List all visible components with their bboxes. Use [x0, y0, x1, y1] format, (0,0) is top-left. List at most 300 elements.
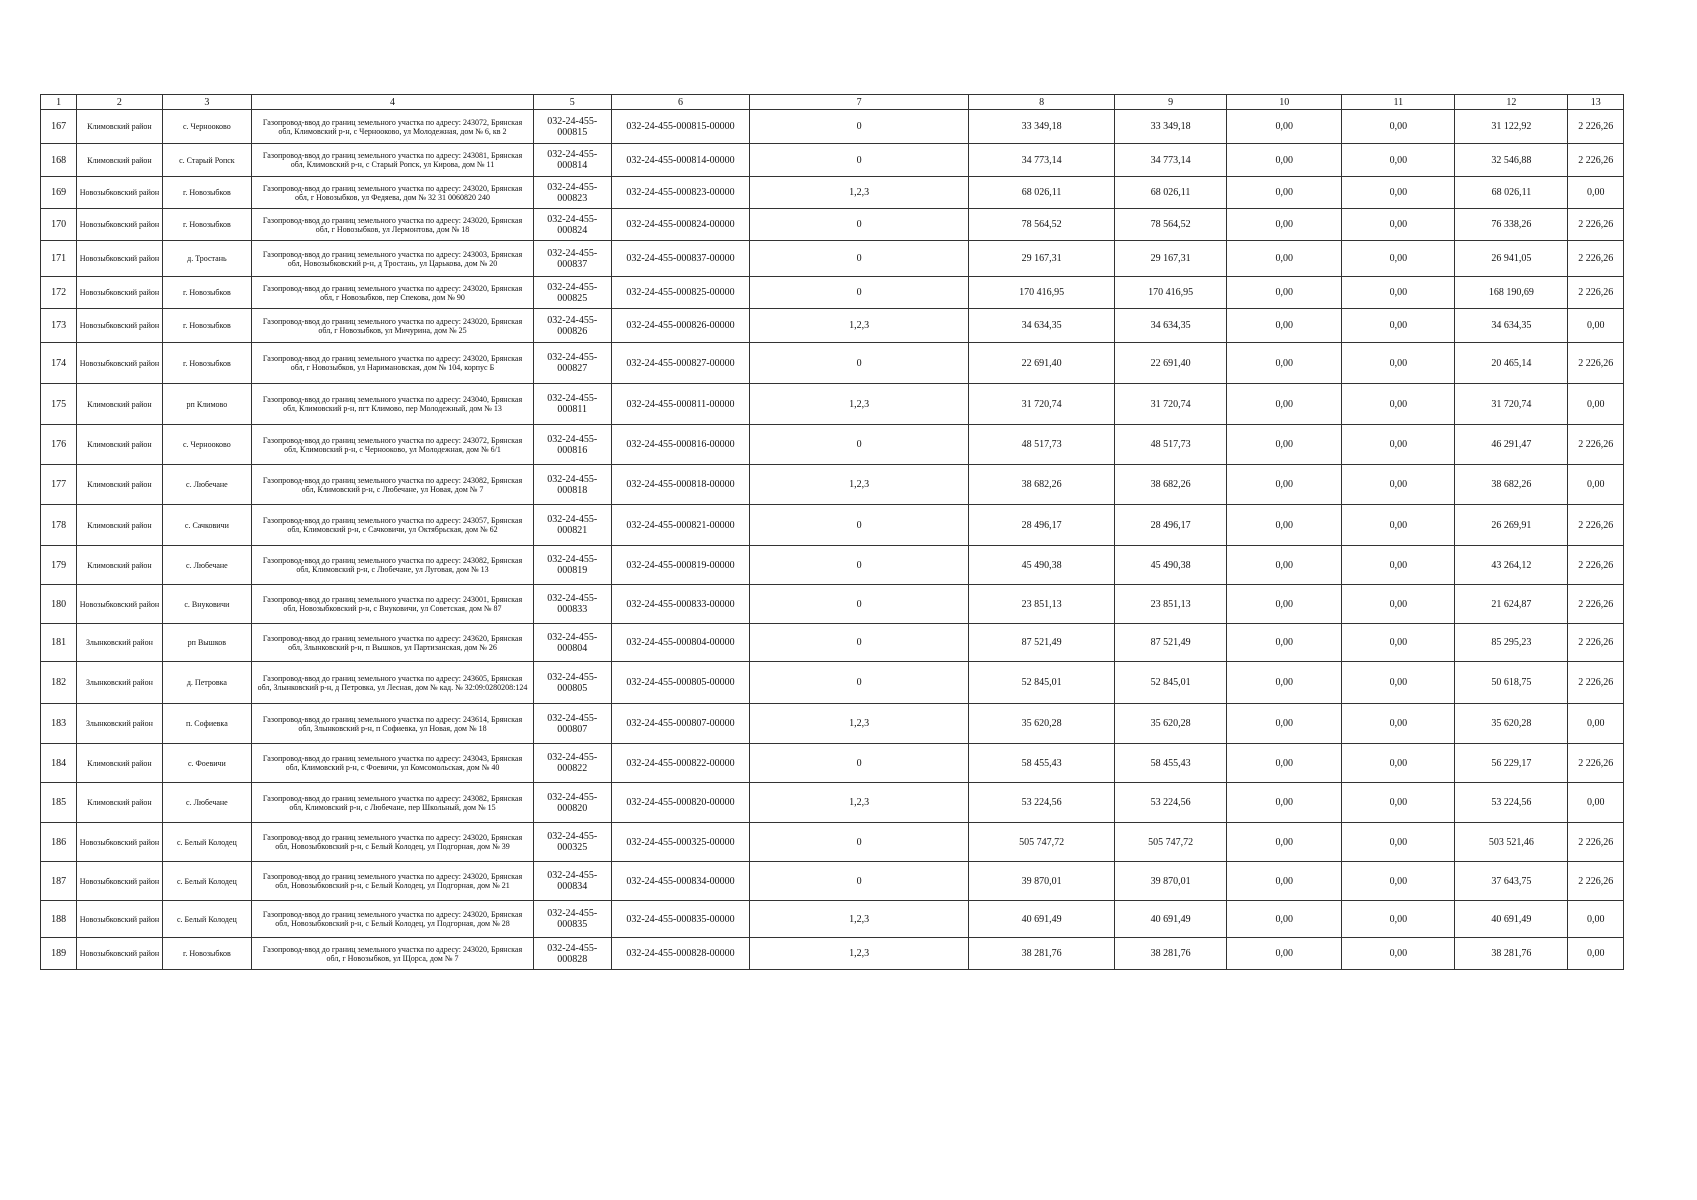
- cell-row-number: 176: [41, 425, 77, 465]
- cell-col9: 28 496,17: [1115, 505, 1227, 546]
- cell-object-number: 032-24-455-000834: [533, 862, 611, 901]
- cell-row-number: 173: [41, 309, 77, 343]
- column-header: 6: [611, 95, 750, 110]
- cell-locality: с. Чернооково: [162, 425, 252, 465]
- cell-col12: 38 281,76: [1455, 938, 1568, 970]
- cell-district: Злынковский район: [77, 624, 162, 662]
- cell-col11: 0,00: [1342, 144, 1455, 177]
- table-row: [41, 862, 1624, 901]
- cell-locality: с. Белый Колодец: [162, 823, 252, 862]
- cell-locality: г. Новозыбков: [162, 938, 252, 970]
- cell-district: Новозыбковский район: [77, 343, 162, 384]
- cell-col12: 32 546,88: [1455, 144, 1568, 177]
- cell-object-description: Газопровод-ввод до границ земельного участка по адресу: 243043, Брянская обл, Климовский р-н, с Фоевичи, ул Комсомольская, дом № 40: [252, 744, 534, 783]
- cell-object-code: 032-24-455-000820-00000: [611, 783, 750, 823]
- cell-col9: 34 773,14: [1115, 144, 1227, 177]
- cell-col11: 0,00: [1342, 862, 1455, 901]
- cell-col12: 168 190,69: [1455, 277, 1568, 309]
- cell-object-description: Газопровод-ввод до границ земельного участка по адресу: 243081, Брянская обл, Климовский р-н, с Старый Ропск, ул Кирова, дом № 11: [252, 144, 534, 177]
- cell-col7: 0: [750, 546, 969, 585]
- cell-col12: 26 941,05: [1455, 241, 1568, 277]
- cell-col13: 2 226,26: [1568, 144, 1624, 177]
- cell-district: Злынковский район: [77, 662, 162, 704]
- cell-col10: 0,00: [1227, 309, 1342, 343]
- cell-col12: 76 338,26: [1455, 209, 1568, 241]
- cell-object-description: Газопровод-ввод до границ земельного участка по адресу: 243020, Брянская обл, г Новозыбков, ул Мичурина, дом № 25: [252, 309, 534, 343]
- cell-district: Климовский район: [77, 465, 162, 505]
- cell-col9: 38 682,26: [1115, 465, 1227, 505]
- cell-object-number: 032-24-455-000815: [533, 110, 611, 144]
- cell-col10: 0,00: [1227, 585, 1342, 624]
- cell-object-code: 032-24-455-000804-00000: [611, 624, 750, 662]
- cell-locality: г. Новозыбков: [162, 277, 252, 309]
- cell-object-number: 032-24-455-000821: [533, 505, 611, 546]
- cell-col8: 87 521,49: [969, 624, 1115, 662]
- cell-col11: 0,00: [1342, 277, 1455, 309]
- cell-locality: с. Любечане: [162, 465, 252, 505]
- cell-col10: 0,00: [1227, 862, 1342, 901]
- cell-col7: 1,2,3: [750, 465, 969, 505]
- cell-col11: 0,00: [1342, 110, 1455, 144]
- cell-col8: 40 691,49: [969, 901, 1115, 938]
- cell-col11: 0,00: [1342, 823, 1455, 862]
- table-row: [41, 343, 1624, 384]
- cell-row-number: 179: [41, 546, 77, 585]
- cell-col9: 78 564,52: [1115, 209, 1227, 241]
- table-row: [41, 624, 1624, 662]
- cell-col13: 2 226,26: [1568, 343, 1624, 384]
- cell-col8: 45 490,38: [969, 546, 1115, 585]
- cell-col13: 0,00: [1568, 704, 1624, 744]
- column-header: 11: [1342, 95, 1455, 110]
- cell-object-description: Газопровод-ввод до границ земельного участка по адресу: 243020, Брянская обл, Новозыбковский р-н, с Белый Колодец, ул Подгорная, дом № 21: [252, 862, 534, 901]
- cell-district: Климовский район: [77, 783, 162, 823]
- cell-district: Новозыбковский район: [77, 585, 162, 624]
- table-row: [41, 465, 1624, 505]
- cell-col8: 48 517,73: [969, 425, 1115, 465]
- cell-row-number: 182: [41, 662, 77, 704]
- column-header: 3: [162, 95, 252, 110]
- cell-col7: 0: [750, 862, 969, 901]
- cell-object-code: 032-24-455-000807-00000: [611, 704, 750, 744]
- cell-col11: 0,00: [1342, 783, 1455, 823]
- table-row: [41, 277, 1624, 309]
- cell-object-code: 032-24-455-000835-00000: [611, 901, 750, 938]
- cell-col8: 68 026,11: [969, 177, 1115, 209]
- cell-col10: 0,00: [1227, 624, 1342, 662]
- cell-locality: г. Новозыбков: [162, 177, 252, 209]
- cell-col13: 2 226,26: [1568, 241, 1624, 277]
- table-row: [41, 384, 1624, 425]
- cell-col7: 0: [750, 823, 969, 862]
- cell-row-number: 174: [41, 343, 77, 384]
- table-row: [41, 704, 1624, 744]
- cell-object-description: Газопровод-ввод до границ земельного участка по адресу: 243057, Брянская обл, Климовский р-н, с Сачковичи, ул Октябрьская, дом № 62: [252, 505, 534, 546]
- cell-col11: 0,00: [1342, 624, 1455, 662]
- cell-col10: 0,00: [1227, 343, 1342, 384]
- cell-object-description: Газопровод-ввод до границ земельного участка по адресу: 243614, Брянская обл, Злынковский р-н, п Софиевка, ул Новая, дом № 18: [252, 704, 534, 744]
- cell-locality: с. Внуковичи: [162, 585, 252, 624]
- cell-row-number: 184: [41, 744, 77, 783]
- cell-district: Новозыбковский район: [77, 309, 162, 343]
- cell-object-number: 032-24-455-000837: [533, 241, 611, 277]
- cell-col13: 2 226,26: [1568, 505, 1624, 546]
- cell-col7: 1,2,3: [750, 783, 969, 823]
- cell-col8: 35 620,28: [969, 704, 1115, 744]
- table-row: [41, 546, 1624, 585]
- cell-object-number: 032-24-455-000828: [533, 938, 611, 970]
- cell-col11: 0,00: [1342, 343, 1455, 384]
- cell-object-code: 032-24-455-000825-00000: [611, 277, 750, 309]
- cell-col9: 34 634,35: [1115, 309, 1227, 343]
- cell-col7: 0: [750, 110, 969, 144]
- cell-locality: г. Новозыбков: [162, 209, 252, 241]
- cell-col9: 53 224,56: [1115, 783, 1227, 823]
- cell-row-number: 189: [41, 938, 77, 970]
- table-row: [41, 901, 1624, 938]
- cell-object-code: 032-24-455-000815-00000: [611, 110, 750, 144]
- table-row: [41, 209, 1624, 241]
- cell-col7: 0: [750, 209, 969, 241]
- cell-col9: 48 517,73: [1115, 425, 1227, 465]
- cell-col7: 0: [750, 144, 969, 177]
- cell-col11: 0,00: [1342, 901, 1455, 938]
- cell-object-number: 032-24-455-000807: [533, 704, 611, 744]
- cell-object-code: 032-24-455-000837-00000: [611, 241, 750, 277]
- cell-object-number: 032-24-455-000822: [533, 744, 611, 783]
- cell-col8: 52 845,01: [969, 662, 1115, 704]
- cell-col13: 0,00: [1568, 384, 1624, 425]
- cell-locality: с. Любечане: [162, 783, 252, 823]
- cell-col11: 0,00: [1342, 384, 1455, 425]
- cell-col12: 21 624,87: [1455, 585, 1568, 624]
- cell-col10: 0,00: [1227, 823, 1342, 862]
- cell-object-code: 032-24-455-000833-00000: [611, 585, 750, 624]
- cell-district: Новозыбковский район: [77, 901, 162, 938]
- cell-col12: 37 643,75: [1455, 862, 1568, 901]
- cell-district: Новозыбковский район: [77, 862, 162, 901]
- cell-object-code: 032-24-455-000826-00000: [611, 309, 750, 343]
- cell-col11: 0,00: [1342, 744, 1455, 783]
- cell-col10: 0,00: [1227, 177, 1342, 209]
- cell-locality: г. Новозыбков: [162, 343, 252, 384]
- cell-object-description: Газопровод-ввод до границ земельного участка по адресу: 243020, Брянская обл, Новозыбковский р-н, с Белый Колодец, ул Подгорная, дом № 39: [252, 823, 534, 862]
- cell-row-number: 186: [41, 823, 77, 862]
- cell-col11: 0,00: [1342, 662, 1455, 704]
- cell-col8: 34 773,14: [969, 144, 1115, 177]
- cell-col10: 0,00: [1227, 505, 1342, 546]
- cell-object-code: 032-24-455-000814-00000: [611, 144, 750, 177]
- column-header: 13: [1568, 95, 1624, 110]
- cell-object-code: 032-24-455-000811-00000: [611, 384, 750, 425]
- cell-locality: рп Вышков: [162, 624, 252, 662]
- cell-col9: 35 620,28: [1115, 704, 1227, 744]
- cell-col9: 29 167,31: [1115, 241, 1227, 277]
- cell-object-number: 032-24-455-000833: [533, 585, 611, 624]
- cell-locality: с. Чернооково: [162, 110, 252, 144]
- cell-col13: 0,00: [1568, 309, 1624, 343]
- column-header: 12: [1455, 95, 1568, 110]
- cell-col13: 2 226,26: [1568, 277, 1624, 309]
- cell-col12: 34 634,35: [1455, 309, 1568, 343]
- cell-col10: 0,00: [1227, 425, 1342, 465]
- cell-col10: 0,00: [1227, 744, 1342, 783]
- cell-col10: 0,00: [1227, 241, 1342, 277]
- cell-locality: с. Любечане: [162, 546, 252, 585]
- cell-col8: 28 496,17: [969, 505, 1115, 546]
- cell-col12: 26 269,91: [1455, 505, 1568, 546]
- cell-col13: 2 226,26: [1568, 110, 1624, 144]
- cell-col13: 0,00: [1568, 901, 1624, 938]
- cell-col7: 0: [750, 277, 969, 309]
- cell-col8: 22 691,40: [969, 343, 1115, 384]
- cell-object-number: 032-24-455-000827: [533, 343, 611, 384]
- cell-col10: 0,00: [1227, 662, 1342, 704]
- cell-col9: 45 490,38: [1115, 546, 1227, 585]
- cell-col9: 33 349,18: [1115, 110, 1227, 144]
- header-row: [41, 95, 1624, 110]
- cell-district: Климовский район: [77, 505, 162, 546]
- cell-district: Климовский район: [77, 144, 162, 177]
- cell-object-code: 032-24-455-000805-00000: [611, 662, 750, 704]
- cell-object-code: 032-24-455-000818-00000: [611, 465, 750, 505]
- cell-object-code: 032-24-455-000824-00000: [611, 209, 750, 241]
- cell-col7: 1,2,3: [750, 938, 969, 970]
- cell-object-code: 032-24-455-000827-00000: [611, 343, 750, 384]
- cell-object-description: Газопровод-ввод до границ земельного участка по адресу: 243040, Брянская обл, Климовский р-н, пгт Климово, пер Молодежный, дом № 13: [252, 384, 534, 425]
- column-header: 7: [750, 95, 969, 110]
- cell-district: Климовский район: [77, 546, 162, 585]
- cell-col10: 0,00: [1227, 783, 1342, 823]
- cell-object-description: Газопровод-ввод до границ земельного участка по адресу: 243082, Брянская обл, Климовский р-н, с Любечане, пер Школьный, дом № 15: [252, 783, 534, 823]
- column-header: 1: [41, 95, 77, 110]
- cell-col9: 23 851,13: [1115, 585, 1227, 624]
- cell-col13: 2 226,26: [1568, 862, 1624, 901]
- cell-col7: 0: [750, 241, 969, 277]
- cell-object-code: 032-24-455-000828-00000: [611, 938, 750, 970]
- table-row: [41, 585, 1624, 624]
- cell-object-description: Газопровод-ввод до границ земельного участка по адресу: 243020, Брянская обл, г Новозыбков, ул Наримановская, дом № 104, корпус Б: [252, 343, 534, 384]
- cell-object-description: Газопровод-ввод до границ земельного участка по адресу: 243082, Брянская обл, Климовский р-н, с Любечане, ул Новая, дом № 7: [252, 465, 534, 505]
- column-header: 10: [1227, 95, 1342, 110]
- cell-district: Новозыбковский район: [77, 823, 162, 862]
- cell-col7: 1,2,3: [750, 901, 969, 938]
- cell-col13: 2 226,26: [1568, 425, 1624, 465]
- cell-district: Новозыбковский район: [77, 277, 162, 309]
- cell-object-description: Газопровод-ввод до границ земельного участка по адресу: 243620, Брянская обл, Злынковский р-н, п Вышков, ул Партизанская, дом № 26: [252, 624, 534, 662]
- cell-locality: д. Петровка: [162, 662, 252, 704]
- cell-col8: 33 349,18: [969, 110, 1115, 144]
- cell-col12: 85 295,23: [1455, 624, 1568, 662]
- cell-row-number: 188: [41, 901, 77, 938]
- cell-col11: 0,00: [1342, 425, 1455, 465]
- cell-col8: 23 851,13: [969, 585, 1115, 624]
- cell-object-description: Газопровод-ввод до границ земельного участка по адресу: 243020, Брянская обл, г Новозыбков, ул Щорса, дом № 7: [252, 938, 534, 970]
- cell-object-number: 032-24-455-000819: [533, 546, 611, 585]
- cell-col12: 20 465,14: [1455, 343, 1568, 384]
- cell-col8: 505 747,72: [969, 823, 1115, 862]
- objects-table: [40, 94, 1624, 970]
- table-row: [41, 662, 1624, 704]
- cell-object-description: Газопровод-ввод до границ земельного участка по адресу: 243020, Брянская обл, Новозыбковский р-н, с Белый Колодец, ул Подгорная, дом № 28: [252, 901, 534, 938]
- cell-col7: 0: [750, 624, 969, 662]
- cell-col8: 31 720,74: [969, 384, 1115, 425]
- cell-col7: 0: [750, 585, 969, 624]
- column-header: 5: [533, 95, 611, 110]
- cell-col13: 0,00: [1568, 465, 1624, 505]
- cell-col12: 68 026,11: [1455, 177, 1568, 209]
- cell-col12: 40 691,49: [1455, 901, 1568, 938]
- cell-col12: 46 291,47: [1455, 425, 1568, 465]
- cell-col8: 58 455,43: [969, 744, 1115, 783]
- cell-object-code: 032-24-455-000834-00000: [611, 862, 750, 901]
- cell-district: Климовский район: [77, 384, 162, 425]
- cell-col11: 0,00: [1342, 546, 1455, 585]
- cell-col8: 38 281,76: [969, 938, 1115, 970]
- cell-col11: 0,00: [1342, 209, 1455, 241]
- cell-object-number: 032-24-455-000325: [533, 823, 611, 862]
- cell-object-number: 032-24-455-000818: [533, 465, 611, 505]
- cell-col12: 38 682,26: [1455, 465, 1568, 505]
- cell-col11: 0,00: [1342, 585, 1455, 624]
- table-row: [41, 783, 1624, 823]
- cell-col8: 29 167,31: [969, 241, 1115, 277]
- cell-col10: 0,00: [1227, 209, 1342, 241]
- cell-col10: 0,00: [1227, 384, 1342, 425]
- cell-col9: 22 691,40: [1115, 343, 1227, 384]
- cell-col13: 2 226,26: [1568, 585, 1624, 624]
- cell-col9: 505 747,72: [1115, 823, 1227, 862]
- cell-col10: 0,00: [1227, 110, 1342, 144]
- cell-district: Новозыбковский район: [77, 241, 162, 277]
- cell-locality: с. Фоевичи: [162, 744, 252, 783]
- cell-col7: 0: [750, 343, 969, 384]
- cell-row-number: 167: [41, 110, 77, 144]
- cell-district: Новозыбковский район: [77, 209, 162, 241]
- cell-row-number: 172: [41, 277, 77, 309]
- cell-col12: 56 229,17: [1455, 744, 1568, 783]
- cell-col7: 1,2,3: [750, 704, 969, 744]
- cell-object-code: 032-24-455-000819-00000: [611, 546, 750, 585]
- cell-object-number: 032-24-455-000811: [533, 384, 611, 425]
- cell-col12: 31 720,74: [1455, 384, 1568, 425]
- cell-col8: 39 870,01: [969, 862, 1115, 901]
- cell-col7: 1,2,3: [750, 177, 969, 209]
- cell-object-description: Газопровод-ввод до границ земельного участка по адресу: 243605, Брянская обл, Злынковский р-н, д Петровка, ул Лесная, дом № кад. № 32:09:0280208:124: [252, 662, 534, 704]
- cell-col7: 1,2,3: [750, 309, 969, 343]
- cell-district: Новозыбковский район: [77, 938, 162, 970]
- cell-col7: 1,2,3: [750, 384, 969, 425]
- cell-col8: 34 634,35: [969, 309, 1115, 343]
- cell-locality: п. Софиевка: [162, 704, 252, 744]
- table-row: [41, 744, 1624, 783]
- cell-object-code: 032-24-455-000816-00000: [611, 425, 750, 465]
- cell-col8: 78 564,52: [969, 209, 1115, 241]
- table-row: [41, 177, 1624, 209]
- cell-col13: 2 226,26: [1568, 624, 1624, 662]
- cell-row-number: 177: [41, 465, 77, 505]
- cell-col7: 0: [750, 662, 969, 704]
- table-row: [41, 823, 1624, 862]
- cell-col11: 0,00: [1342, 505, 1455, 546]
- cell-object-number: 032-24-455-000804: [533, 624, 611, 662]
- cell-col10: 0,00: [1227, 144, 1342, 177]
- cell-col12: 53 224,56: [1455, 783, 1568, 823]
- cell-object-number: 032-24-455-000835: [533, 901, 611, 938]
- cell-row-number: 178: [41, 505, 77, 546]
- column-header: 9: [1115, 95, 1227, 110]
- cell-col9: 170 416,95: [1115, 277, 1227, 309]
- cell-col12: 503 521,46: [1455, 823, 1568, 862]
- cell-district: Новозыбковский район: [77, 177, 162, 209]
- cell-object-number: 032-24-455-000820: [533, 783, 611, 823]
- cell-col11: 0,00: [1342, 177, 1455, 209]
- cell-col10: 0,00: [1227, 546, 1342, 585]
- cell-col13: 2 226,26: [1568, 209, 1624, 241]
- cell-object-description: Газопровод-ввод до границ земельного участка по адресу: 243020, Брянская обл, г Новозыбков, пер Спекова, дом № 90: [252, 277, 534, 309]
- cell-object-description: Газопровод-ввод до границ земельного участка по адресу: 243072, Брянская обл, Климовский р-н, с Чернооково, ул Молодежная, дом № 6, кв 2: [252, 110, 534, 144]
- column-header: 2: [77, 95, 162, 110]
- cell-col7: 0: [750, 505, 969, 546]
- cell-col10: 0,00: [1227, 704, 1342, 744]
- cell-locality: с. Белый Колодец: [162, 862, 252, 901]
- cell-col13: 0,00: [1568, 938, 1624, 970]
- table-row: [41, 144, 1624, 177]
- cell-district: Климовский район: [77, 110, 162, 144]
- cell-col8: 38 682,26: [969, 465, 1115, 505]
- cell-col9: 52 845,01: [1115, 662, 1227, 704]
- cell-locality: г. Новозыбков: [162, 309, 252, 343]
- cell-locality: с. Старый Ропск: [162, 144, 252, 177]
- cell-locality: с. Белый Колодец: [162, 901, 252, 938]
- table-row: [41, 505, 1624, 546]
- cell-object-code: 032-24-455-000822-00000: [611, 744, 750, 783]
- cell-col12: 35 620,28: [1455, 704, 1568, 744]
- cell-col13: 0,00: [1568, 783, 1624, 823]
- table-row: [41, 110, 1624, 144]
- cell-locality: с. Сачковичи: [162, 505, 252, 546]
- cell-object-number: 032-24-455-000826: [533, 309, 611, 343]
- cell-locality: рп Климово: [162, 384, 252, 425]
- cell-col11: 0,00: [1342, 704, 1455, 744]
- cell-locality: д. Тростань: [162, 241, 252, 277]
- table-row: [41, 938, 1624, 970]
- cell-district: Климовский район: [77, 744, 162, 783]
- cell-row-number: 171: [41, 241, 77, 277]
- cell-col11: 0,00: [1342, 938, 1455, 970]
- cell-col8: 53 224,56: [969, 783, 1115, 823]
- cell-row-number: 180: [41, 585, 77, 624]
- cell-row-number: 183: [41, 704, 77, 744]
- cell-object-code: 032-24-455-000821-00000: [611, 505, 750, 546]
- table-row: [41, 241, 1624, 277]
- cell-col9: 39 870,01: [1115, 862, 1227, 901]
- cell-col9: 58 455,43: [1115, 744, 1227, 783]
- cell-col13: 2 226,26: [1568, 662, 1624, 704]
- cell-col10: 0,00: [1227, 938, 1342, 970]
- cell-col12: 50 618,75: [1455, 662, 1568, 704]
- cell-object-number: 032-24-455-000824: [533, 209, 611, 241]
- cell-object-number: 032-24-455-000805: [533, 662, 611, 704]
- cell-object-description: Газопровод-ввод до границ земельного участка по адресу: 243020, Брянская обл, г Новозыбков, ул Федяева, дом № 32 31 0060820 240: [252, 177, 534, 209]
- cell-row-number: 185: [41, 783, 77, 823]
- cell-object-description: Газопровод-ввод до границ земельного участка по адресу: 243082, Брянская обл, Климовский р-н, с Любечане, ул Луговая, дом № 13: [252, 546, 534, 585]
- cell-col10: 0,00: [1227, 465, 1342, 505]
- table-row: [41, 309, 1624, 343]
- document-sheet: [40, 94, 1624, 970]
- cell-row-number: 175: [41, 384, 77, 425]
- table-row: [41, 425, 1624, 465]
